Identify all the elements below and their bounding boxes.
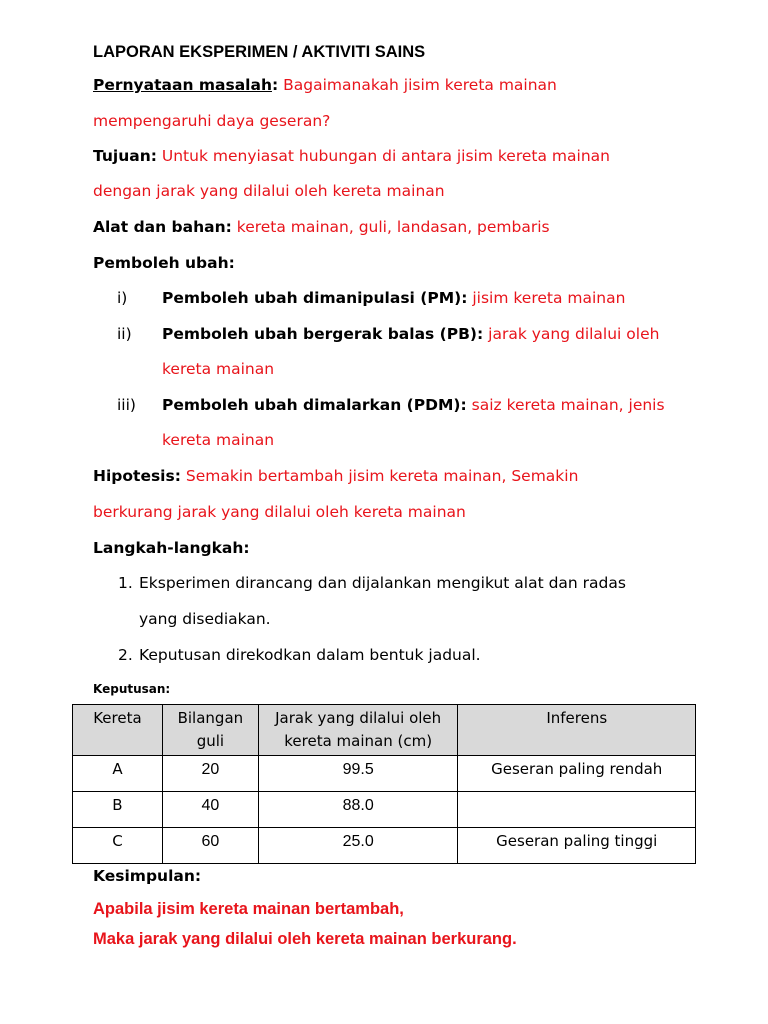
- problem-statement-line-1: [93, 74, 557, 96]
- variable-text-continued: kereta mainan: [162, 431, 275, 449]
- results-table: [72, 704, 696, 864]
- variable-text: jarak yang dilalui oleh: [488, 325, 660, 343]
- document-title: LAPORAN EKSPERIMEN / AKTIVITI SAINS: [93, 43, 426, 61]
- header-jarak: Jarak yang dilalui oleh kereta mainan (cm): [258, 705, 458, 756]
- step-number: 1.: [118, 574, 133, 592]
- objective-text: Untuk menyiasat hubungan di antara jisim kereta mainan: [161, 147, 610, 165]
- objective-line-2: dengan jarak yang dilalui oleh kereta mainan: [93, 182, 445, 200]
- variable-label: Pemboleh ubah bergerak balas (PB):: [162, 325, 484, 343]
- conclusion-line-1: Apabila jisim kereta mainan bertambah,: [93, 900, 404, 918]
- cell-jarak: 88.0: [258, 792, 458, 828]
- problem-statement-colon: :: [271, 76, 279, 94]
- step-text: Eksperimen dirancang dan dijalankan mengikut alat dan radas: [139, 574, 626, 592]
- header-bilangan-guli: Bilangan guli: [162, 705, 258, 756]
- variable-label: Pemboleh ubah dimanipulasi (PM):: [162, 289, 468, 307]
- header-kereta: Kereta: [73, 705, 163, 756]
- variable-number: ii): [117, 325, 132, 343]
- variables-label: Pemboleh ubah:: [93, 254, 235, 272]
- cell-inferens: Geseran paling tinggi: [458, 828, 696, 864]
- steps-label: Langkah-langkah:: [93, 539, 250, 557]
- objective-label: Tujuan:: [93, 147, 157, 165]
- cell-kereta: A: [73, 756, 163, 792]
- cell-jarak: 99.5: [258, 756, 458, 792]
- materials-label: Alat dan bahan:: [93, 218, 232, 236]
- hypothesis-text: Semakin bertambah jisim kereta mainan, Semakin: [185, 467, 579, 485]
- step-text-continued: yang disediakan.: [139, 610, 271, 628]
- cell-inferens: [458, 792, 696, 828]
- materials-text: kereta mainan, guli, landasan, pembaris: [236, 218, 550, 236]
- cell-guli: 60: [162, 828, 258, 864]
- hypothesis-line-1: [93, 465, 578, 487]
- cell-kereta: C: [73, 828, 163, 864]
- step-text: Keputusan direkodkan dalam bentuk jadual.: [139, 646, 481, 664]
- materials-line: [93, 216, 550, 238]
- problem-statement-line-2: mempengaruhi daya geseran?: [93, 112, 331, 130]
- cell-kereta: B: [73, 792, 163, 828]
- cell-inferens: Geseran paling rendah: [458, 756, 696, 792]
- table-row: [73, 828, 696, 864]
- problem-statement-text: Bagaimanakah jisim kereta mainan: [283, 76, 557, 94]
- variable-text: saiz kereta mainan, jenis: [471, 396, 665, 414]
- cell-jarak: 25.0: [258, 828, 458, 864]
- hypothesis-line-2: berkurang jarak yang dilalui oleh kereta mainan: [93, 503, 466, 521]
- variable-text-continued: kereta mainan: [162, 360, 275, 378]
- table-row: [73, 756, 696, 792]
- cell-guli: 40: [162, 792, 258, 828]
- conclusion-label: Kesimpulan:: [93, 867, 202, 885]
- step-number: 2.: [118, 646, 133, 664]
- table-row: [73, 792, 696, 828]
- variable-text: jisim kereta mainan: [472, 289, 626, 307]
- hypothesis-label: Hipotesis:: [93, 467, 181, 485]
- variable-number: iii): [117, 396, 136, 414]
- table-header-row: [73, 705, 696, 756]
- problem-statement-label: Pernyataan masalah: [93, 76, 272, 94]
- objective-line-1: [93, 145, 610, 167]
- results-label: Keputusan:: [93, 682, 171, 696]
- variable-number: i): [117, 289, 128, 307]
- conclusion-line-2: Maka jarak yang dilalui oleh kereta mainan berkurang.: [93, 930, 517, 948]
- cell-guli: 20: [162, 756, 258, 792]
- variable-label: Pemboleh ubah dimalarkan (PDM):: [162, 396, 467, 414]
- header-inferens: Inferens: [458, 705, 696, 756]
